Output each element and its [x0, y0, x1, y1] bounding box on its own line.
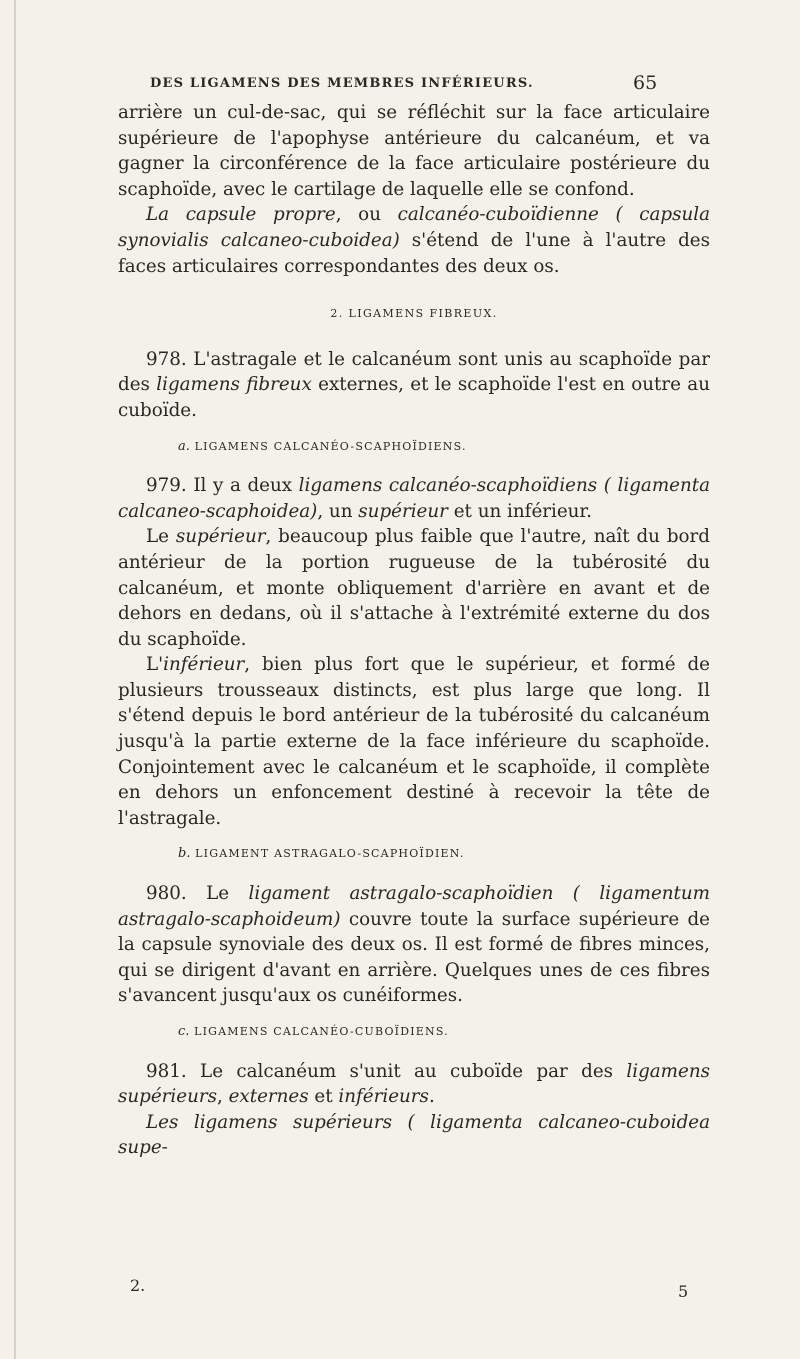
subheading-a: a. LIGAMENS CALCANÉO-SCAPHOÏDIENS. — [178, 438, 467, 454]
paragraph-978: 978. L'astragale et le calcanéum sont unis au scaphoïde par des ligamens fibreux externes, et le scaphoïde l'est en outre au cuboïde. — [118, 348, 710, 421]
term: supérieur — [175, 526, 266, 548]
latin-term: ( ligamentum astragalo-scaphoideum) — [118, 883, 710, 930]
paragraph-continuation: arrière un cul-de-sac, qui se réfléchit sur la face articulaire supérieure de l'apophyse antérieure du calcanéum, et va gagner la circonférence de la face articulaire postérieure du scaphoïde, avec le cartilage de laquelle elle se confond. — [118, 102, 710, 200]
paragraph-number: 980. — [146, 883, 187, 905]
term: ligamens supérieurs — [118, 1060, 710, 1108]
term: inférieurs — [338, 1086, 429, 1108]
signature-line — [118, 1276, 718, 1300]
paragraph-number: 978. — [146, 348, 187, 370]
paragraph-981: 981. Le calcanéum s'unit au cuboïde par des ligamens supérieurs, externes et inférieurs. — [118, 1060, 710, 1108]
term: Les ligamens supérieurs — [146, 1111, 392, 1133]
paragraph-979-superieur: Le supérieur, beaucoup plus faible que l'autre, naît du bord antérieur de la portion rugueuse de la tubérosité du calcanéum, et monte obliquement d'arrière en avant et de dehors en dedans, où il s'attache à l'extrémité externe du dos du scaphoïde. — [118, 526, 710, 650]
running-head: DES LIGAMENS DES MEMBRES INFÉRIEURS. — [150, 76, 534, 91]
term: ligamens fibreux — [156, 374, 312, 396]
latin-term: ( ligamenta calcaneo-cuboidea supe- — [118, 1111, 711, 1159]
latin-term: ( capsula synovialis calcaneo-cuboidea) — [118, 204, 711, 251]
term: La capsule propre — [146, 204, 336, 226]
subheading-b: b. LIGAMENT ASTRAGALO-SCAPHOÏDIEN. — [178, 846, 465, 862]
section-heading-ligamens-fibreux: 2. LIGAMENS FIBREUX. — [330, 307, 498, 321]
paragraph-number: 979. — [146, 475, 187, 497]
term: ligamens calcanéo-scaphoïdiens — [298, 475, 598, 497]
term: inférieur — [163, 654, 245, 676]
paragraph-979-inferieur: L'inférieur, bien plus fort que le supérieur, et formé de plusieurs trousseaux distincts, est plus large que long. Il s'étend depuis le bord antérieur de la tubérosité du calcanéum jusqu'à la partie externe de la face inférieure du scaphoïde. Conjointement avec le calcanéum et le scaphoïde, il complète en dehors un enfoncement destiné à recevoir la tête de l'astragale. — [118, 654, 710, 829]
term: ligament astragalo-scaphoïdien — [248, 883, 554, 905]
page-number: 65 — [633, 72, 658, 94]
paragraph-capsule-propre: La capsule propre, ou calcanéo-cuboïdienne ( capsula synovialis calcaneo-cuboidea) s'étend de l'une à l'autre des faces articulaires correspondantes des deux os. — [118, 204, 711, 277]
signature-mark: 2. — [130, 1276, 146, 1295]
paragraph-980: 980. Le ligament astragalo-scaphoïdien ( ligamentum astragalo-scaphoideum) couvre toute la surface supérieure de la capsule synoviale des deux os. Il est formé de fibres minces, qui se dirigent d'avant en arrière. Quelques unes de ces fibres s'avancent jusqu'aux os cunéiformes. — [118, 883, 710, 1007]
term: supérieur — [358, 500, 448, 522]
paragraph-number: 981. — [146, 1060, 187, 1082]
latin-term: ( ligamenta calcaneo-scaphoidea) — [118, 475, 710, 522]
binding-edge — [14, 0, 16, 1359]
subheading-c: c. LIGAMENS CALCANÉO-CUBOÏDIENS. — [178, 1024, 449, 1039]
paragraph-981-superieurs — [118, 1110, 710, 1161]
paragraph-979: 979. Il y a deux ligamens calcanéo-scaphoïdiens ( ligamenta calcaneo-scaphoidea), un supérieur et un inférieur. — [118, 475, 710, 522]
term: calcanéo-cuboïdienne — [397, 204, 599, 226]
body-text — [118, 100, 710, 1161]
signature-number: 5 — [678, 1282, 689, 1301]
term: externes — [228, 1086, 309, 1108]
